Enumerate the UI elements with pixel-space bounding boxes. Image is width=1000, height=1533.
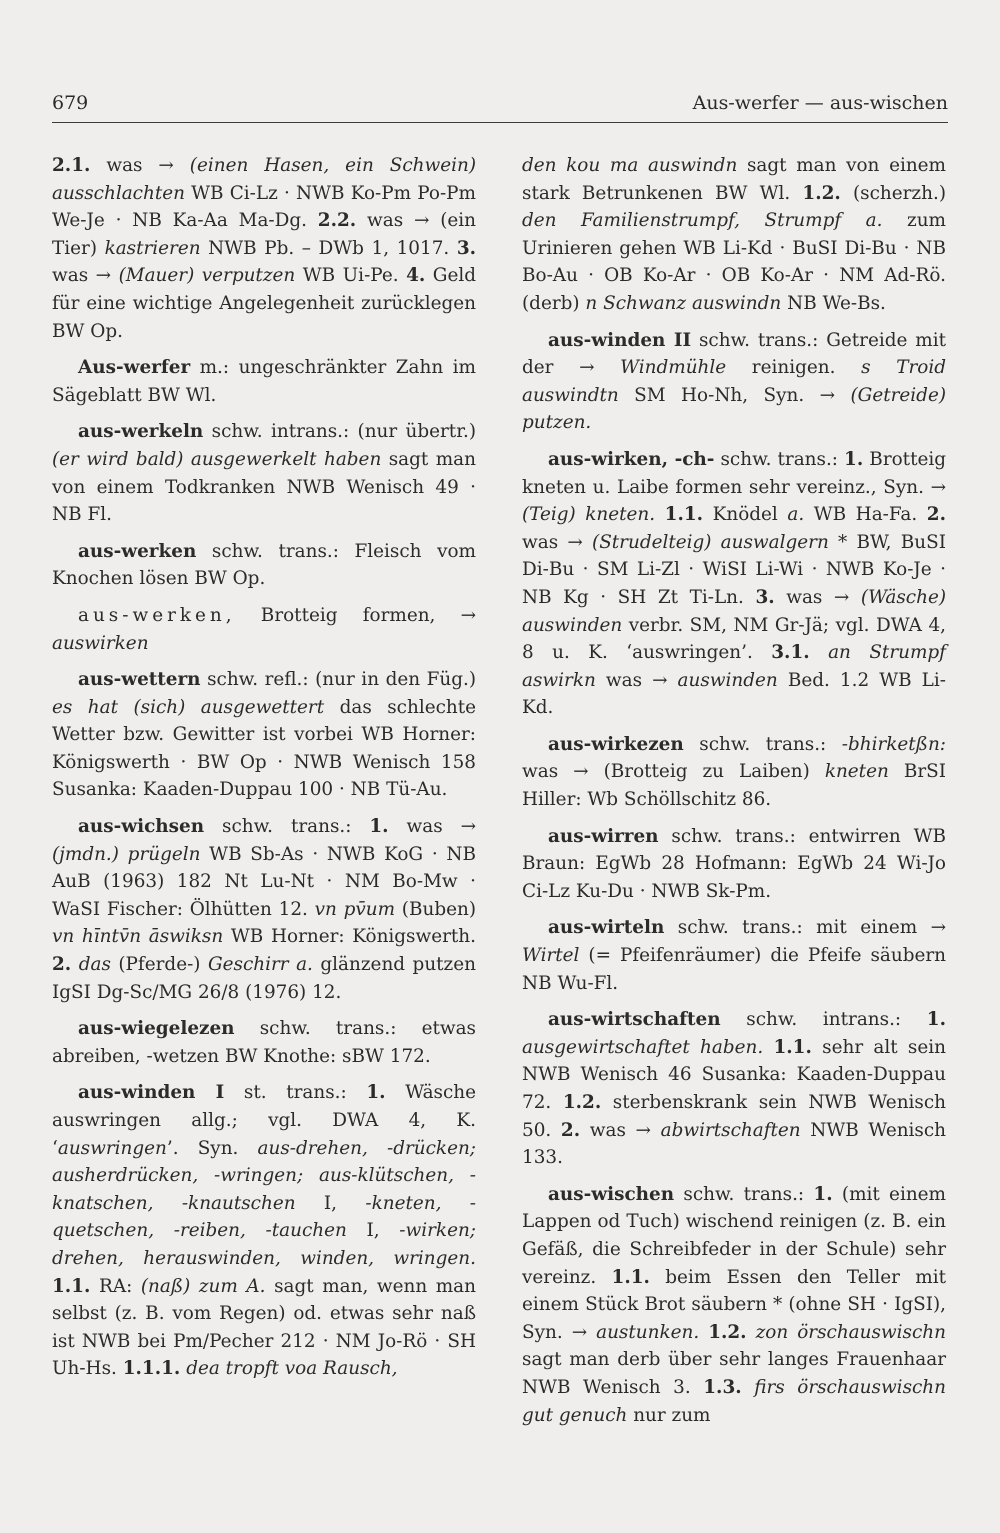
entry-text: Knödel bbox=[703, 504, 788, 526]
entry-text: was → bbox=[580, 1119, 661, 1141]
dictionary-entry-aus-werken bbox=[52, 538, 476, 593]
italic-text: -wirken; drehen, herauswinden, winden, wringen. bbox=[52, 1220, 476, 1269]
italic-text: -bhirketßn: bbox=[841, 733, 946, 755]
entry-text bbox=[655, 504, 665, 525]
entry-text: schw. trans.: Fleisch vom Knochen lösen BW Op. bbox=[52, 540, 476, 590]
entry-text: WB Ci-Lz · NWB Ko-Pm Po-Pm We-Je · NB Ka-Aa Ma-Dg. bbox=[52, 182, 476, 232]
italic-text: Wirtel bbox=[522, 945, 580, 967]
entry-text: Geld für eine wichtige Angelegenheit zurücklegen BW Op. bbox=[52, 265, 477, 342]
entry-headword: aus-wirtschaften bbox=[548, 1009, 721, 1031]
entry-headword: Aus-werfer bbox=[78, 357, 191, 379]
entry-headword: 1.2. bbox=[708, 1321, 747, 1343]
entry-text: glänzend putzen IgSI Dg-Sc/MG 26/8 (1976) 12. bbox=[52, 954, 476, 1003]
dictionary-entry-aus-werken-ref bbox=[52, 602, 476, 657]
entry-text: was → bbox=[595, 669, 678, 691]
dictionary-entry-aus-wiegelezen bbox=[52, 1015, 476, 1070]
italic-text: (er wird bald) ausgewerkelt haben bbox=[52, 448, 382, 470]
entry-headword: 3.1. bbox=[771, 642, 810, 664]
entry-text bbox=[699, 1322, 708, 1343]
entry-headword: 2.1. bbox=[52, 155, 91, 176]
page-number: 679 bbox=[52, 92, 89, 114]
entry-headword: 1.1. bbox=[664, 504, 704, 526]
italic-text: zon örschauswischn bbox=[755, 1321, 946, 1343]
entry-text: sagt man von einem Todkranken NWB Wenisch 49 · NB Fl. bbox=[52, 448, 476, 526]
entry-text: WB Horner: Königswerth. bbox=[223, 926, 476, 948]
entry-text: Brotteig kneten u. Laibe formen sehr vereinz., Syn. → bbox=[522, 448, 946, 498]
italic-text: (Teig) kneten. bbox=[522, 504, 656, 526]
entry-text: ’. Syn. bbox=[166, 1137, 258, 1159]
entry-text: schw. trans.: bbox=[714, 448, 845, 470]
entry-text: Brotteig formen, → bbox=[235, 604, 476, 626]
italic-text: -kneten, -quetschen, -reiben, -tauchen bbox=[52, 1192, 476, 1242]
entry-headword: 1.1. bbox=[773, 1036, 812, 1058]
italic-text: kneten bbox=[824, 761, 889, 783]
italic-text: den Familienstrumpf, Strumpf a. bbox=[522, 210, 883, 232]
italic-text: vn pv̄um bbox=[314, 898, 396, 920]
dictionary-entry-aus-wirteln bbox=[522, 914, 946, 997]
entry-headword: 4. bbox=[406, 265, 426, 287]
dictionary-entry-aus-wettern bbox=[52, 666, 476, 804]
entry-text: WB Sb-As · NWB KoG · NB AuB (1963) 182 Nt Lu-Nt · NM Bo-Mw · WaSI Fischer: Ölhütten 12. bbox=[52, 843, 476, 920]
italic-text: (einen Hasen, ein Schwein) ausschlachten bbox=[52, 155, 476, 204]
entry-headword: 2. bbox=[560, 1119, 581, 1141]
italic-text: abwirtschaften bbox=[660, 1119, 801, 1141]
entry-text: was → bbox=[90, 155, 190, 176]
entry-text: was → bbox=[522, 531, 593, 553]
page-header bbox=[52, 92, 948, 123]
dictionary-entry-aus-wirtschaften bbox=[522, 1006, 946, 1172]
entry-text: * BW, BuSI Di-Bu · SM Li-Zl · WiSI Li-Wi · NWB Ko-Je · NB Kg · SH Zt Ti-Ln. bbox=[522, 531, 946, 608]
entry-text: SM Ho-Nh, Syn. → bbox=[618, 384, 851, 406]
italic-text: auswringen bbox=[57, 1137, 167, 1159]
italic-text: (Mauer) verputzen bbox=[118, 265, 296, 287]
entry-text bbox=[742, 1377, 755, 1398]
italic-text: (Wäsche) auswinden bbox=[522, 586, 947, 636]
entry-text: sagt man derb über sehr langes Frauenhaar NWB Wenisch 3. bbox=[522, 1349, 946, 1398]
italic-text: (Getreide) putzen. bbox=[522, 384, 946, 434]
entry-text: was → bbox=[774, 586, 861, 608]
italic-text: kastrieren bbox=[104, 237, 201, 259]
entry-text: (Buben) bbox=[395, 898, 477, 920]
entry-headword: 1. bbox=[366, 1082, 386, 1104]
entry-text: schw. trans.: bbox=[204, 816, 370, 838]
dictionary-entry-aus-wichsen bbox=[52, 813, 476, 1006]
entry-headword: aus-winden II bbox=[548, 329, 692, 351]
italic-text: Windmühle bbox=[620, 357, 727, 379]
entry-text: schw. trans.: bbox=[683, 733, 842, 755]
entry-text: sterbenskrank sein NWB Wenisch 50. bbox=[522, 1092, 946, 1141]
entry-text: (= Pfeifenräumer) die Pfeife säubern NB Wu-Fl. bbox=[522, 945, 946, 994]
entry-headword: 3. bbox=[755, 586, 775, 608]
entry-text: was → (Brotteig zu Laiben) bbox=[522, 761, 825, 783]
entry-headword: 1.2. bbox=[802, 182, 841, 204]
dictionary-entry-aus-wirren bbox=[522, 823, 946, 906]
entry-text: verbr. SM, NM Gr-Jä; vgl. DWA 4, 8 u. K. ‘auswringen’. bbox=[522, 614, 946, 664]
italic-text: an Strumpf aswirkn bbox=[522, 642, 946, 691]
entry-text: Wäsche auswringen allg.; vgl. DWA 4, K. ‘ bbox=[52, 1082, 476, 1159]
italic-text: (naß) zum A. bbox=[140, 1275, 266, 1297]
italic-text: austunken. bbox=[596, 1321, 700, 1343]
running-head: Aus-werfer — aus-wischen bbox=[692, 92, 948, 114]
entry-headword: 1. bbox=[844, 448, 864, 470]
right-column bbox=[522, 152, 946, 1438]
entry-headword: aus-wirken, -ch- bbox=[548, 448, 715, 470]
italic-text: s Troid auswindtn bbox=[522, 357, 946, 406]
entry-headword: aus-winden I bbox=[78, 1082, 225, 1104]
italic-text: den kou ma auswindn bbox=[522, 155, 738, 176]
entry-headword: 1.1. bbox=[52, 1275, 91, 1297]
entry-text: m.: ungeschränkter Zahn im Sägeblatt BW Wl. bbox=[52, 357, 476, 406]
entry-headword: aus-werkeln bbox=[78, 421, 204, 443]
entry-text: schw. trans.: Getreide mit der → bbox=[522, 329, 946, 379]
italic-text: das bbox=[78, 954, 111, 976]
dictionary-entry-aus-winden-1-continued bbox=[522, 152, 946, 318]
entry-headword: aus-wettern bbox=[78, 669, 201, 691]
entry-headword: aus-wirkezen bbox=[548, 733, 684, 755]
entry-text bbox=[763, 1037, 773, 1058]
entry-text: (Pferde-) bbox=[110, 954, 208, 976]
italic-text: vn hīntv̄n āswiksn bbox=[52, 926, 224, 948]
italic-text: firs örschauswischn gut genuch bbox=[522, 1376, 946, 1426]
entry-headword: aus-wischen bbox=[548, 1183, 675, 1205]
entry-text: was → bbox=[52, 265, 119, 287]
entry-headword: aus-wiegelezen bbox=[78, 1018, 235, 1040]
entry-headword: aus-wichsen bbox=[78, 816, 205, 838]
italic-text: n Schwanz auswindn bbox=[585, 292, 782, 314]
dictionary-entry-aus-werfer bbox=[52, 354, 476, 409]
entry-text: schw. trans.: entwirren WB Braun: EgWb 28 Hofmann: EgWb 24 Wi-Jo Ci-Lz Ku-Du · NWB Sk-Pm. bbox=[522, 825, 946, 902]
dictionary-entry-aus-werkeln bbox=[52, 418, 476, 528]
entry-headword: 3. bbox=[456, 237, 477, 259]
entry-text: schw. intrans.: (nur übertr.) bbox=[203, 421, 476, 443]
dictionary-entry-aus-wischen bbox=[522, 1181, 946, 1429]
entry-headword: aus-wirteln bbox=[548, 917, 665, 939]
entry-text: zum Urinieren gehen WB Li-Kd · BuSI Di-Bu · NB Bo-Au · OB Ko-Ar · OB Ko-Ar · NM Ad-Rö. (derb) bbox=[522, 210, 946, 314]
entry-text: BrSI Hiller: Wb Schöllschitz 86. bbox=[522, 761, 947, 811]
entry-text: I, bbox=[346, 1220, 400, 1242]
entry-text: das schlechte Wetter bzw. Gewitter ist vorbei WB Horner: Königswerth · BW Op · NWB Wenisch 158 Susanka: Kaaden-Duppau 100 · NB Tü-Au. bbox=[52, 696, 477, 801]
dictionary-entry-aus-winden-1 bbox=[52, 1079, 476, 1383]
italic-text: Geschirr a. bbox=[207, 954, 313, 976]
dictionary-entry-aus-wirken bbox=[522, 446, 946, 722]
entry-text: schw. trans.: bbox=[674, 1183, 814, 1205]
entry-text: I, bbox=[295, 1192, 366, 1214]
entry-text bbox=[747, 1322, 756, 1343]
italic-text: ausgewirtschaftet haben. bbox=[522, 1036, 764, 1058]
entry-text: NWB Wenisch 133. bbox=[522, 1119, 947, 1169]
entry-text: st. trans.: bbox=[224, 1082, 367, 1104]
entry-headword: aus-wirren bbox=[548, 825, 659, 847]
entry-text: Bed. 1.2 WB Li-Kd. bbox=[522, 669, 946, 719]
italic-text: a. bbox=[787, 504, 805, 526]
entry-text bbox=[810, 642, 828, 663]
dictionary-entry-aus-wirkezen bbox=[522, 731, 946, 814]
spaced-headword: aus-werken, bbox=[78, 604, 236, 626]
entry-headword: 2.2. bbox=[317, 210, 357, 232]
entry-text: sagt man von einem stark Betrunkenen BW Wl. bbox=[522, 155, 946, 204]
entry-text: sehr alt sein NWB Wenisch 46 Susanka: Kaaden-Duppau 72. bbox=[522, 1036, 946, 1113]
entry-text: was → (ein Tier) bbox=[52, 210, 476, 259]
entry-text: sagt man, wenn man selbst (z. B. vom Regen) od. etwas sehr naß ist NWB bei Pm/Pecher 212 · NM Jo-Rö · SH Uh-Hs. bbox=[52, 1275, 476, 1380]
italic-text: (Strudelteig) auswalgern bbox=[592, 531, 829, 553]
dictionary-entry-aus-werfen-continued bbox=[52, 152, 476, 345]
italic-text: auswirken bbox=[52, 632, 149, 654]
entry-headword: 1. bbox=[926, 1009, 946, 1031]
left-column bbox=[52, 152, 476, 1392]
entry-text: nur zum bbox=[627, 1404, 711, 1426]
entry-text: schw. trans.: mit einem → bbox=[664, 917, 946, 939]
entry-headword: 1.1.1. bbox=[122, 1358, 181, 1380]
italic-text: dea tropft voa Rausch, bbox=[186, 1358, 398, 1380]
entry-headword: 2. bbox=[926, 504, 946, 526]
entry-text: schw. intrans.: bbox=[720, 1009, 927, 1031]
italic-text: (jmdn.) prügeln bbox=[52, 843, 201, 865]
entry-headword: aus-werken bbox=[78, 540, 197, 562]
entry-text: schw. trans.: etwas abreiben, -wetzen BW Knothe: sBW 172. bbox=[52, 1018, 476, 1067]
entry-text: schw. refl.: (nur in den Füg.) bbox=[200, 669, 476, 691]
entry-text: NB We-Bs. bbox=[781, 292, 886, 314]
entry-headword: 1.1. bbox=[611, 1266, 650, 1288]
entry-text: WB Ui-Pe. bbox=[295, 265, 407, 287]
entry-text: (scherzh.) bbox=[840, 182, 946, 204]
entry-text: WB Ha-Fa. bbox=[804, 504, 927, 526]
entry-headword: 1.2. bbox=[562, 1092, 602, 1113]
entry-headword: 2. bbox=[52, 954, 72, 976]
entry-text: beim Essen den Teller mit einem Stück Brot säubern * (ohne SH · IgSI), Syn. → bbox=[522, 1266, 946, 1343]
entry-text: RA: bbox=[90, 1275, 141, 1297]
italic-text: aus-drehen, -drücken; ausherdrücken, -wringen; aus-klütschen, -knatschen, -knautschen bbox=[52, 1137, 476, 1214]
entry-text: was → bbox=[388, 816, 477, 838]
entry-headword: 1.3. bbox=[703, 1376, 742, 1398]
italic-text: auswinden bbox=[677, 669, 778, 691]
entry-text: reinigen. bbox=[726, 357, 862, 379]
dictionary-entry-aus-winden-2 bbox=[522, 327, 946, 437]
entry-text bbox=[71, 954, 79, 975]
entry-headword: 1. bbox=[369, 816, 389, 838]
entry-text: NWB Pb. – DWb 1, 1017. bbox=[200, 237, 457, 259]
entry-headword: 1. bbox=[813, 1183, 833, 1205]
entry-text: (mit einem Lappen od Tuch) wischend reinigen (z. B. ein Gefäß, die Schreibfeder in der Schule) sehr vereinz. bbox=[522, 1183, 946, 1288]
italic-text: es hat (sich) ausgewettert bbox=[52, 696, 325, 718]
